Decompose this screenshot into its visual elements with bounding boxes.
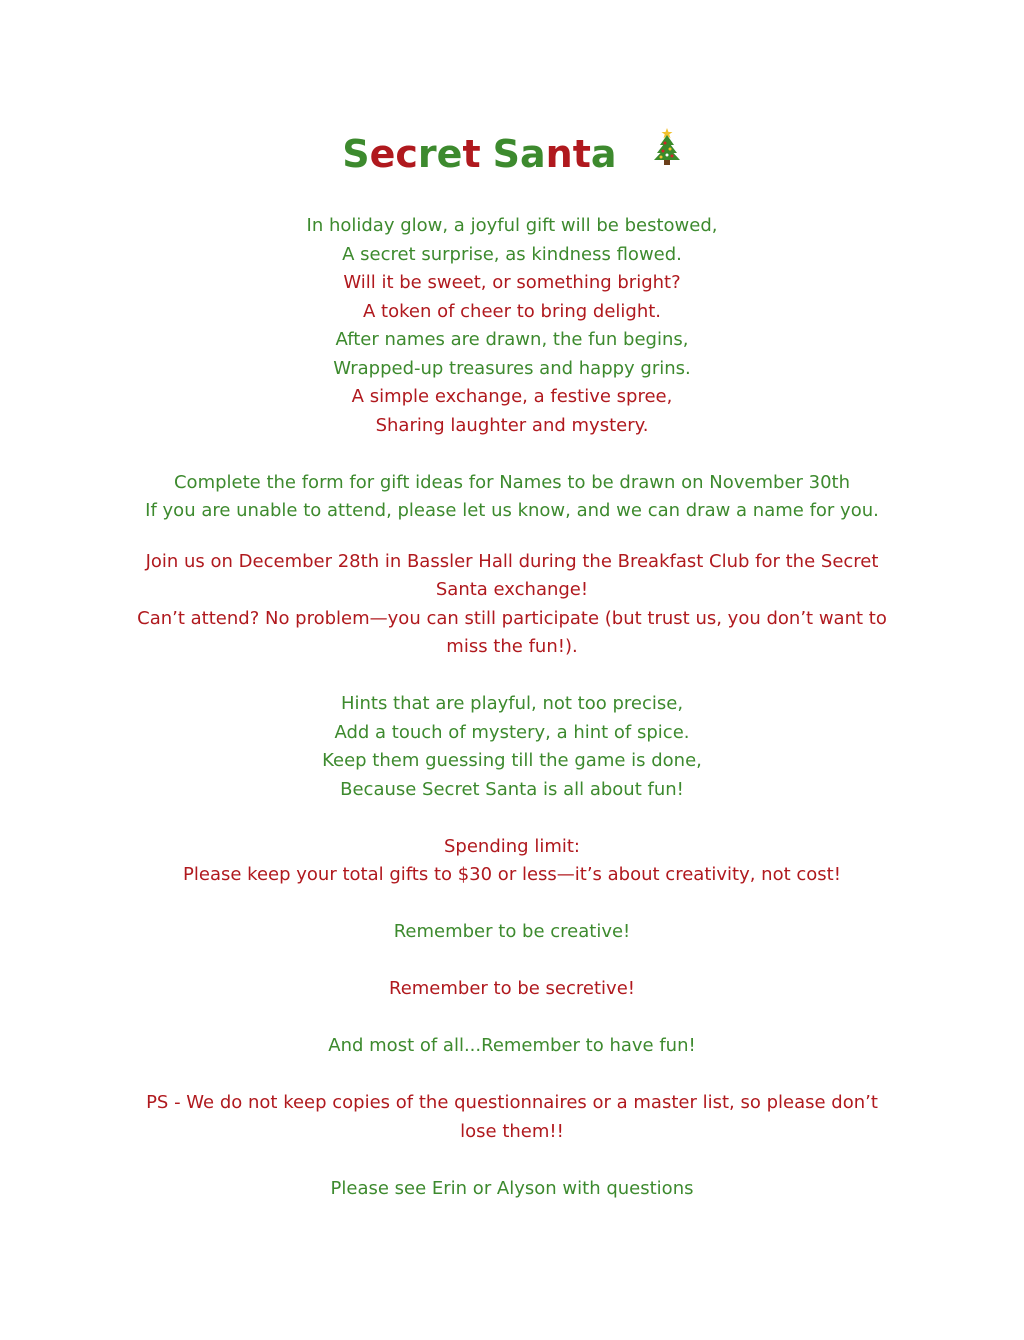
- ps-line: PS - We do not keep copies of the questionnaires or a master list, so please don’t: [146, 1092, 878, 1113]
- title-letter: n: [545, 132, 573, 176]
- title-letter: t: [572, 132, 591, 176]
- poem-line: Add a touch of mystery, a hint of spice.: [334, 721, 690, 743]
- event-info-line: miss the fun!).: [446, 636, 578, 657]
- poem-stanza-2: [60, 690, 964, 804]
- reminder-fun: And most of all...Remember to have fun!: [328, 1035, 696, 1056]
- spending-limit: [60, 833, 964, 890]
- poem-line: Because Secret Santa is all about fun!: [340, 778, 684, 800]
- spending-limit-label: Spending limit:: [444, 835, 580, 857]
- title-letter: e: [369, 132, 396, 176]
- reminder-creative: Remember to be creative!: [393, 921, 631, 942]
- poem-line: Will it be sweet, or something bright?: [343, 272, 681, 293]
- event-info-line: Can’t attend? No problem—you can still participate (but trust us, you don’t want to: [137, 607, 887, 629]
- poem-line: A token of cheer to bring delight.: [362, 300, 662, 322]
- form-info: [60, 469, 964, 526]
- poem-line: Wrapped-up treasures and happy grins.: [333, 357, 691, 379]
- christmas-tree-icon: [652, 123, 682, 183]
- ps-line: lose them!!: [460, 1120, 564, 1142]
- poem-line: A simple exchange, a festive spree,: [351, 386, 673, 407]
- poem-line: In holiday glow, a joyful gift will be bestowed,: [306, 215, 718, 236]
- reminder-secretive: Remember to be secretive!: [389, 978, 635, 999]
- poem-line: Hints that are playful, not too precise,: [340, 693, 684, 714]
- poem-line: Keep them guessing till the game is done,: [322, 750, 702, 771]
- title-letter: r: [417, 132, 437, 176]
- page-title: [0, 124, 1024, 187]
- form-info-line: Complete the form for gift ideas for Names to be drawn on November 30th: [173, 471, 851, 493]
- title-letter: e: [436, 132, 463, 176]
- ps-note: [60, 1089, 964, 1146]
- event-info-line: Santa exchange!: [435, 579, 589, 600]
- title-letter: S: [492, 132, 520, 176]
- title-letter: t: [462, 132, 481, 176]
- poem-line: After names are drawn, the fun begins,: [335, 329, 689, 350]
- contact-line: Please see Erin or Alyson with questions: [330, 1177, 694, 1199]
- title-letter: c: [395, 132, 418, 176]
- poem-stanza-1: [60, 212, 964, 440]
- poem-line: Sharing laughter and mystery.: [375, 414, 649, 436]
- poem-line: A secret surprise, as kindness flowed.: [342, 243, 682, 265]
- flyer-body: [60, 212, 964, 1203]
- title-letter: a: [519, 132, 546, 176]
- event-info-line: Join us on December 28th in Bassler Hall during the Breakfast Club for the Secret: [145, 550, 879, 572]
- title-letter: S: [342, 132, 370, 176]
- spending-limit-text: Please keep your total gifts to $30 or less—it’s about creativity, not cost!: [183, 864, 841, 885]
- title-letter: a: [590, 132, 617, 176]
- event-info: [60, 548, 964, 662]
- form-info-line: If you are unable to attend, please let us know, and we can draw a name for you.: [145, 500, 879, 521]
